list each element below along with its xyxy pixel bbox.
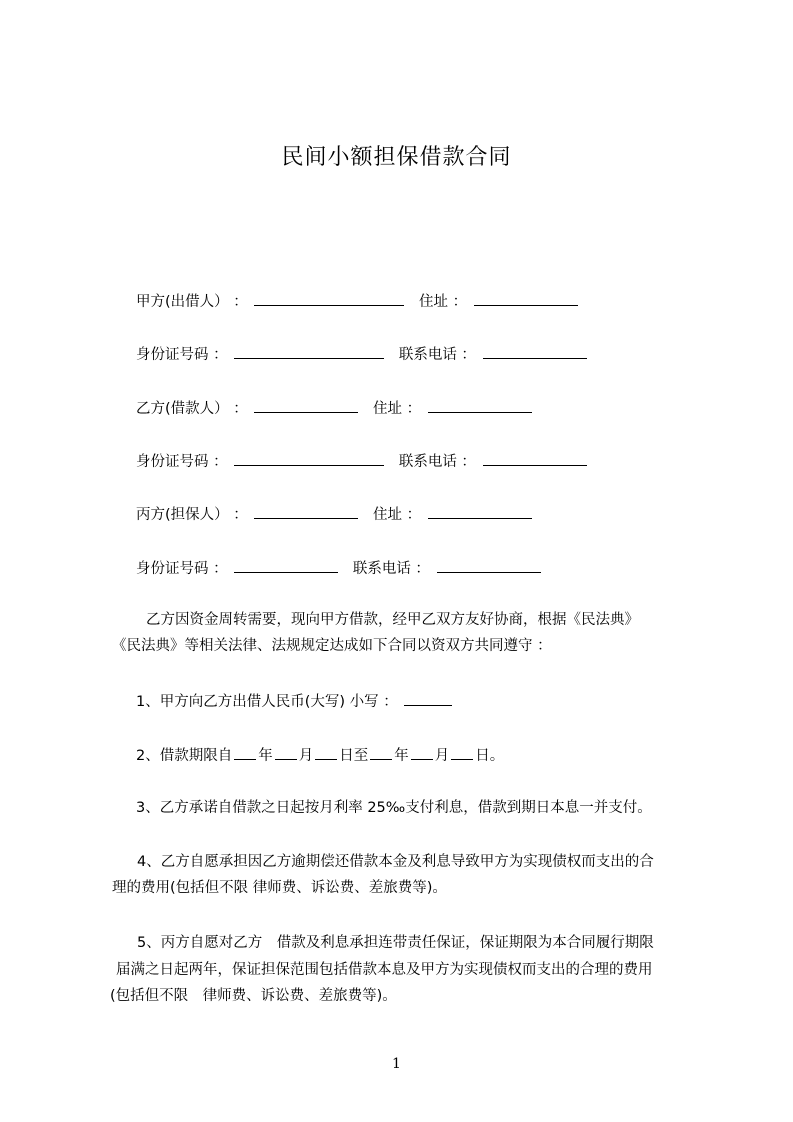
- party-c-phone-field[interactable]: [437, 558, 541, 573]
- intro-line-1: 乙方因资金周转需要，现向甲方借款，经甲乙双方友好协商，根据《民法典》: [146, 612, 639, 628]
- party-b-phone-label: 联系电话 ：: [398, 454, 476, 470]
- party-b-line: [136, 398, 534, 419]
- clause-2-year-1: 年: [258, 748, 273, 764]
- clause-2: [136, 745, 504, 766]
- party-b-contact-line: [136, 451, 589, 472]
- end-month-field[interactable]: [411, 745, 433, 760]
- party-a-address-field[interactable]: [474, 291, 578, 306]
- intro-line-2: 《民法典》等相关法律、法规规定达成如下合同以资双方共同遵守 ：: [112, 638, 552, 654]
- party-a-phone-field[interactable]: [483, 344, 587, 359]
- party-b-label: 乙方(借款人） ：: [136, 401, 248, 417]
- party-a-id-field[interactable]: [234, 344, 384, 359]
- end-year-field[interactable]: [370, 745, 392, 760]
- party-c-phone-label: 联系电话 ：: [352, 561, 430, 577]
- clause-1: [136, 691, 454, 712]
- clause-1-amount-field[interactable]: [404, 691, 452, 706]
- clause-2-month-1: 月: [298, 748, 314, 764]
- party-a-phone-label: 联系电话 ：: [398, 347, 476, 363]
- party-b-id-field[interactable]: [234, 451, 384, 466]
- party-b-address-field[interactable]: [428, 398, 532, 413]
- party-b-name-field[interactable]: [254, 398, 358, 413]
- clause-2-prefix: 2、借款期限自: [136, 748, 233, 764]
- start-year-field[interactable]: [234, 745, 256, 760]
- party-b-phone-field[interactable]: [483, 451, 587, 466]
- clause-1-text: 1、甲方向乙方出借人民币(大写) 小写 ：: [136, 694, 398, 710]
- party-c-name-field[interactable]: [254, 504, 358, 519]
- clause-5-line-2: 届满之日起两年，保证担保范围包括借款本息及甲方为实现债权而支出的合理的费用: [116, 962, 653, 978]
- clause-5-line-3: (包括但不限 律师费、诉讼费、差旅费等)。: [110, 988, 397, 1004]
- clause-5-line-1: 5、丙方自愿对乙方 借款及利息承担连带责任保证，保证期限为本合同履行期限: [137, 935, 654, 951]
- clause-4-line-2: 理的费用(包括但不限 律师费、诉讼费、差旅费等)。: [112, 880, 447, 896]
- party-a-contact-line: [136, 344, 589, 365]
- start-month-field[interactable]: [275, 745, 297, 760]
- page-number: 1: [392, 1056, 401, 1072]
- clause-4-line-1: 4、乙方自愿承担因乙方逾期偿还借款本金及利息导致甲方为实现债权而支出的合: [137, 854, 654, 870]
- party-b-id-label: 身份证号码 ：: [136, 454, 228, 470]
- clause-2-day-1: 日至: [339, 748, 369, 764]
- party-a-name-field[interactable]: [254, 291, 404, 306]
- clause-2-day-2: 日。: [475, 748, 505, 764]
- party-c-id-label: 身份证号码 ：: [136, 561, 228, 577]
- party-c-line: [136, 504, 534, 525]
- party-a-address-label: 住址 ：: [418, 294, 468, 310]
- start-day-field[interactable]: [315, 745, 337, 760]
- party-c-address-field[interactable]: [428, 504, 532, 519]
- party-b-address-label: 住址 ：: [372, 401, 422, 417]
- end-day-field[interactable]: [451, 745, 473, 760]
- clause-2-month-2: 月: [434, 748, 450, 764]
- party-a-id-label: 身份证号码 ：: [136, 347, 228, 363]
- party-a-line: [136, 291, 580, 312]
- clause-2-year-2: 年: [394, 748, 409, 764]
- party-c-contact-line: [136, 558, 543, 579]
- clause-3: 3、乙方承诺自借款之日起按月利率 25‰支付利息，借款到期日本息一并支付。: [136, 800, 652, 816]
- party-c-address-label: 住址 ：: [372, 507, 422, 523]
- party-c-id-field[interactable]: [234, 558, 338, 573]
- party-c-label: 丙方(担保人） ：: [136, 507, 248, 523]
- party-a-label: 甲方(出借人） ：: [136, 294, 248, 310]
- page-title: 民间小额担保借款合同: [281, 145, 512, 170]
